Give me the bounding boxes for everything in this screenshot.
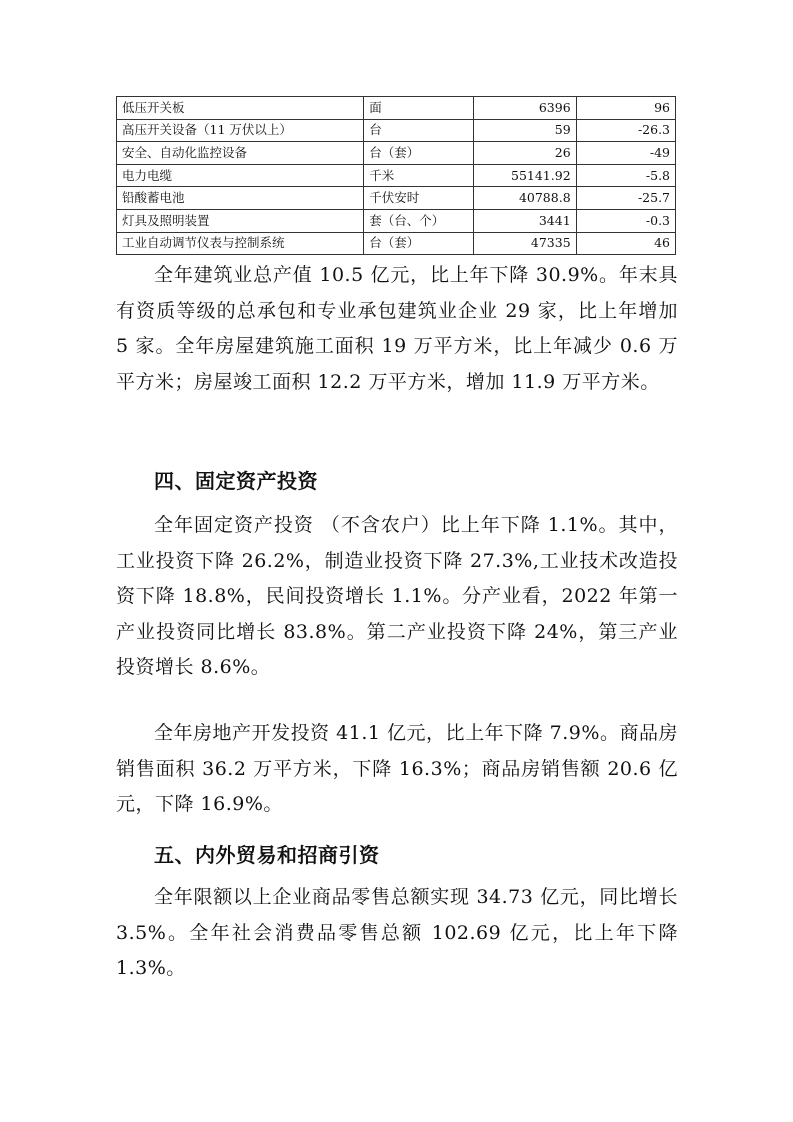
table-row — [117, 187, 676, 210]
product-name-cell: 高压开关设备（11 万伏以上） — [117, 119, 364, 142]
section-heading-trade: 五、内外贸易和招商引资 — [154, 843, 380, 867]
product-name-cell: 工业自动调节仪表与控制系统 — [117, 232, 364, 255]
growth-rate-cell: -25.7 — [576, 187, 675, 210]
construction-paragraph: 全年建筑业总产值 10.5 亿元，比上年下降 30.9%。年末具有资质等级的总承包和专业承包建筑业企业 29 家，比上年增加 5 家。全年房屋建筑施工面积 19 万平方米，比上年减少 0.6 万平方米；房屋竣工面积 12.2 万平方米，增加 11.9 万平方米。 — [116, 264, 678, 393]
growth-rate-cell: 46 — [576, 232, 675, 255]
product-output-table — [116, 96, 676, 255]
table-row — [117, 97, 676, 120]
product-name-cell: 低压开关板 — [117, 97, 364, 120]
output-value-cell: 59 — [474, 119, 576, 142]
table-row — [117, 142, 676, 165]
output-value-cell: 26 — [474, 142, 576, 165]
product-name-cell: 铅酸蓄电池 — [117, 187, 364, 210]
output-value-cell: 55141.92 — [474, 164, 576, 187]
unit-cell: 台（套） — [364, 232, 474, 255]
growth-rate-cell: -0.3 — [576, 209, 675, 232]
investment-paragraph-2: 全年房地产开发投资 41.1 亿元，比上年下降 7.9%。商品房销售面积 36.2 万平方米，下降 16.3%；商品房销售额 20.6 亿元，下降 16.9%。 — [116, 722, 678, 816]
table-row — [117, 119, 676, 142]
unit-cell: 千米 — [364, 164, 474, 187]
output-value-cell: 6396 — [474, 97, 576, 120]
growth-rate-cell: 96 — [576, 97, 675, 120]
unit-cell: 台（套） — [364, 142, 474, 165]
table-body — [117, 97, 676, 255]
unit-cell: 台 — [364, 119, 474, 142]
table-row — [117, 209, 676, 232]
table-row — [117, 232, 676, 255]
trade-paragraph-1: 全年限额以上企业商品零售总额实现 34.73 亿元，同比增长 3.5%。全年社会消费品零售总额 102.69 亿元，比上年下降 1.3%。 — [116, 886, 678, 980]
unit-cell: 千伏安时 — [364, 187, 474, 210]
unit-cell: 面 — [364, 97, 474, 120]
product-name-cell: 灯具及照明装置 — [117, 209, 364, 232]
growth-rate-cell: -26.3 — [576, 119, 675, 142]
output-value-cell: 40788.8 — [474, 187, 576, 210]
output-value-cell: 3441 — [474, 209, 576, 232]
growth-rate-cell: -49 — [576, 142, 675, 165]
investment-paragraph-1: 全年固定资产投资 （不含农户）比上年下降 1.1%。其中，工业投资下降 26.2%，制造业投资下降 27.3%,工业技术改造投资下降 18.8%，民间投资增长 1.1%。分产业看，2022 年第一产业投资同比增长 83.8%。第二产业投资下降 24%，第三产业投资增长 8.6%。 — [116, 514, 678, 679]
unit-cell: 套（台、个） — [364, 209, 474, 232]
product-name-cell: 电力电缆 — [117, 164, 364, 187]
growth-rate-cell: -5.8 — [576, 164, 675, 187]
product-name-cell: 安全、自动化监控设备 — [117, 142, 364, 165]
table-row — [117, 164, 676, 187]
output-value-cell: 47335 — [474, 232, 576, 255]
section-heading-fixed-asset-investment: 四、固定资产投资 — [154, 469, 318, 493]
